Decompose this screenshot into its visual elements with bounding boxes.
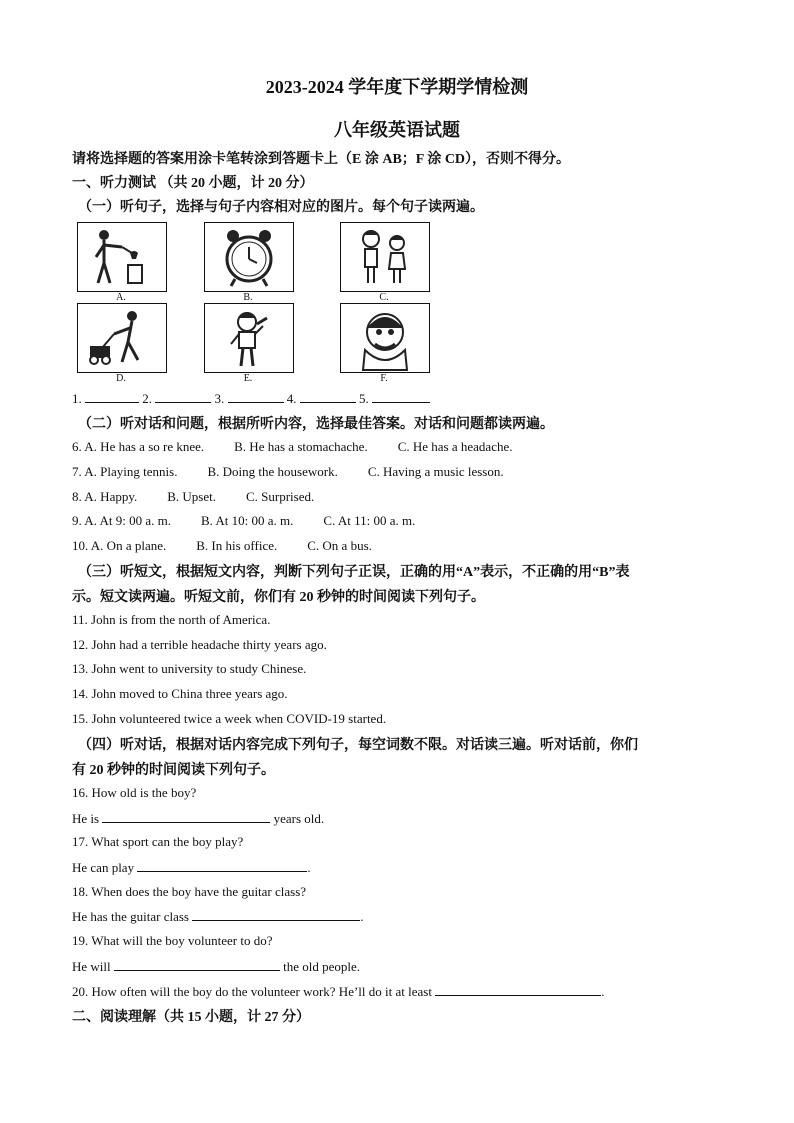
question-num: 9. bbox=[72, 513, 82, 528]
part3-heading-line2: 示。短文读两遍。听短文前，你们有 20 秒钟的时间阅读下列句子。 bbox=[72, 590, 485, 605]
picture-e-label: E. bbox=[243, 373, 253, 384]
question-text: 20. How often will the boy do the volunteer work? He’ll do it at least bbox=[72, 984, 432, 999]
part4-heading-line2: 有 20 秒钟的时间阅读下列句子。 bbox=[72, 763, 275, 778]
answer-blank[interactable] bbox=[85, 390, 139, 403]
picture-a-label: A. bbox=[116, 292, 126, 303]
answer-prefix: He can play bbox=[72, 860, 135, 875]
man-pushing-mower-icon bbox=[78, 304, 166, 372]
picture-b-label: B. bbox=[243, 292, 253, 303]
question-17: 17. What sport can the boy play? bbox=[72, 834, 244, 849]
question-19: 19. What will the boy volunteer to do? bbox=[72, 933, 273, 948]
exam-title: 2023-2024 学年度下学期学情检测 bbox=[265, 77, 529, 97]
part2-heading: （二）听对话和问题，根据所听内容，选择最佳答案。对话和问题都读两遍。 bbox=[78, 417, 554, 432]
answer-blank[interactable] bbox=[372, 390, 430, 403]
answer-blanks-row bbox=[72, 390, 430, 407]
answer-suffix: . bbox=[360, 909, 364, 924]
statement-14: 14. John moved to China three years ago. bbox=[72, 686, 288, 701]
fill-blank-18[interactable] bbox=[192, 908, 360, 921]
answer-suffix: the old people. bbox=[283, 959, 361, 974]
part3-heading-line1: （三）听短文，根据短文内容，判断下列句子正误，正确的用“A”表示，不正确的用“B”表 bbox=[78, 565, 630, 580]
answer-suffix: . bbox=[307, 860, 311, 875]
option-c: C. Having a music lesson. bbox=[367, 464, 504, 479]
option-c: C. Surprised. bbox=[246, 489, 315, 504]
answer-num: 3. bbox=[214, 391, 225, 406]
question-num: 7. bbox=[72, 464, 82, 479]
question-18: 18. When does the boy have the guitar class? bbox=[72, 884, 307, 899]
picture-d bbox=[77, 303, 167, 373]
question-num: 10. bbox=[72, 538, 89, 553]
option-b: B. At 10: 00 a. m. bbox=[200, 513, 294, 528]
question-9 bbox=[72, 513, 415, 529]
picture-f-label: F. bbox=[380, 373, 388, 384]
answer-prefix: He will bbox=[72, 959, 111, 974]
boy-brushing-teeth-icon bbox=[205, 304, 293, 372]
fill-blank-20[interactable] bbox=[435, 983, 601, 996]
picture-d-label: D. bbox=[116, 373, 126, 384]
option-b: B. He has a stomachache. bbox=[234, 439, 368, 454]
statement-15: 15. John volunteered twice a week when COVID-19 started. bbox=[72, 711, 387, 726]
alarm-clock-icon bbox=[205, 223, 293, 291]
answer-suffix: years old. bbox=[273, 811, 325, 826]
answer-blank[interactable] bbox=[155, 390, 211, 403]
option-a: A. Playing tennis. bbox=[84, 464, 178, 479]
question-7 bbox=[72, 464, 504, 480]
option-a: A. Happy. bbox=[84, 489, 138, 504]
picture-c bbox=[340, 222, 430, 292]
picture-b bbox=[204, 222, 294, 292]
statement-13: 13. John went to university to study Chinese. bbox=[72, 661, 307, 676]
man-throwing-trash-icon bbox=[78, 223, 166, 291]
exam-subtitle: 八年级英语试题 bbox=[334, 120, 460, 140]
answer-num: 2. bbox=[142, 391, 152, 406]
two-children-icon bbox=[341, 223, 429, 291]
answer-19 bbox=[72, 958, 360, 975]
question-8 bbox=[72, 489, 314, 505]
part1-heading: （一）听句子，选择与句子内容相对应的图片。每个句子读两遍。 bbox=[78, 200, 484, 215]
answer-num: 5. bbox=[359, 391, 369, 406]
sick-person-icon bbox=[341, 304, 429, 372]
answer-prefix: He has the guitar class bbox=[72, 909, 189, 924]
option-c: C. On a bus. bbox=[307, 538, 372, 553]
section1-heading: 一、听力测试 （共 20 小题，计 20 分） bbox=[72, 176, 314, 191]
option-c: C. He has a headache. bbox=[397, 439, 513, 454]
answer-blank[interactable] bbox=[300, 390, 356, 403]
answer-17 bbox=[72, 859, 311, 876]
fill-blank-19[interactable] bbox=[114, 958, 280, 971]
answer-blank[interactable] bbox=[228, 390, 284, 403]
picture-c-label: C. bbox=[379, 292, 389, 303]
statement-12: 12. John had a terrible headache thirty years ago. bbox=[72, 637, 327, 652]
part4-heading-line1: （四）听对话，根据对话内容完成下列句子，每空词数不限。对话读三遍。听对话前，你们 bbox=[78, 738, 638, 753]
option-c: C. At 11: 00 a. m. bbox=[323, 513, 416, 528]
picture-e bbox=[204, 303, 294, 373]
picture-f bbox=[340, 303, 430, 373]
option-b: B. In his office. bbox=[196, 538, 278, 553]
answer-num: 4. bbox=[286, 391, 297, 406]
option-a: A. At 9: 00 a. m. bbox=[84, 513, 171, 528]
option-b: B. Doing the housework. bbox=[207, 464, 338, 479]
question-num: 6. bbox=[72, 439, 82, 454]
option-a: A. On a plane. bbox=[90, 538, 167, 553]
fill-blank-17[interactable] bbox=[137, 859, 307, 872]
question-10 bbox=[72, 538, 372, 554]
answer-suffix: . bbox=[601, 984, 605, 999]
fill-blank-16[interactable] bbox=[102, 810, 270, 823]
picture-a bbox=[77, 222, 167, 292]
section2-heading: 二、阅读理解（共 15 小题，计 27 分） bbox=[72, 1010, 310, 1025]
question-16: 16. How old is the boy? bbox=[72, 785, 197, 800]
instruction-text: 请将选择题的答案用涂卡笔转涂到答题卡上（E 涂 AB；F 涂 CD），否则不得分。 bbox=[72, 152, 571, 167]
option-b: B. Upset. bbox=[167, 489, 216, 504]
statement-11: 11. John is from the north of America. bbox=[72, 612, 271, 627]
option-a: A. He has a so re knee. bbox=[84, 439, 205, 454]
question-6 bbox=[72, 439, 512, 455]
question-num: 8. bbox=[72, 489, 82, 504]
answer-num: 1. bbox=[72, 391, 82, 406]
answer-18 bbox=[72, 908, 363, 925]
question-20 bbox=[72, 983, 604, 1000]
answer-prefix: He is bbox=[72, 811, 100, 826]
answer-16 bbox=[72, 810, 324, 827]
